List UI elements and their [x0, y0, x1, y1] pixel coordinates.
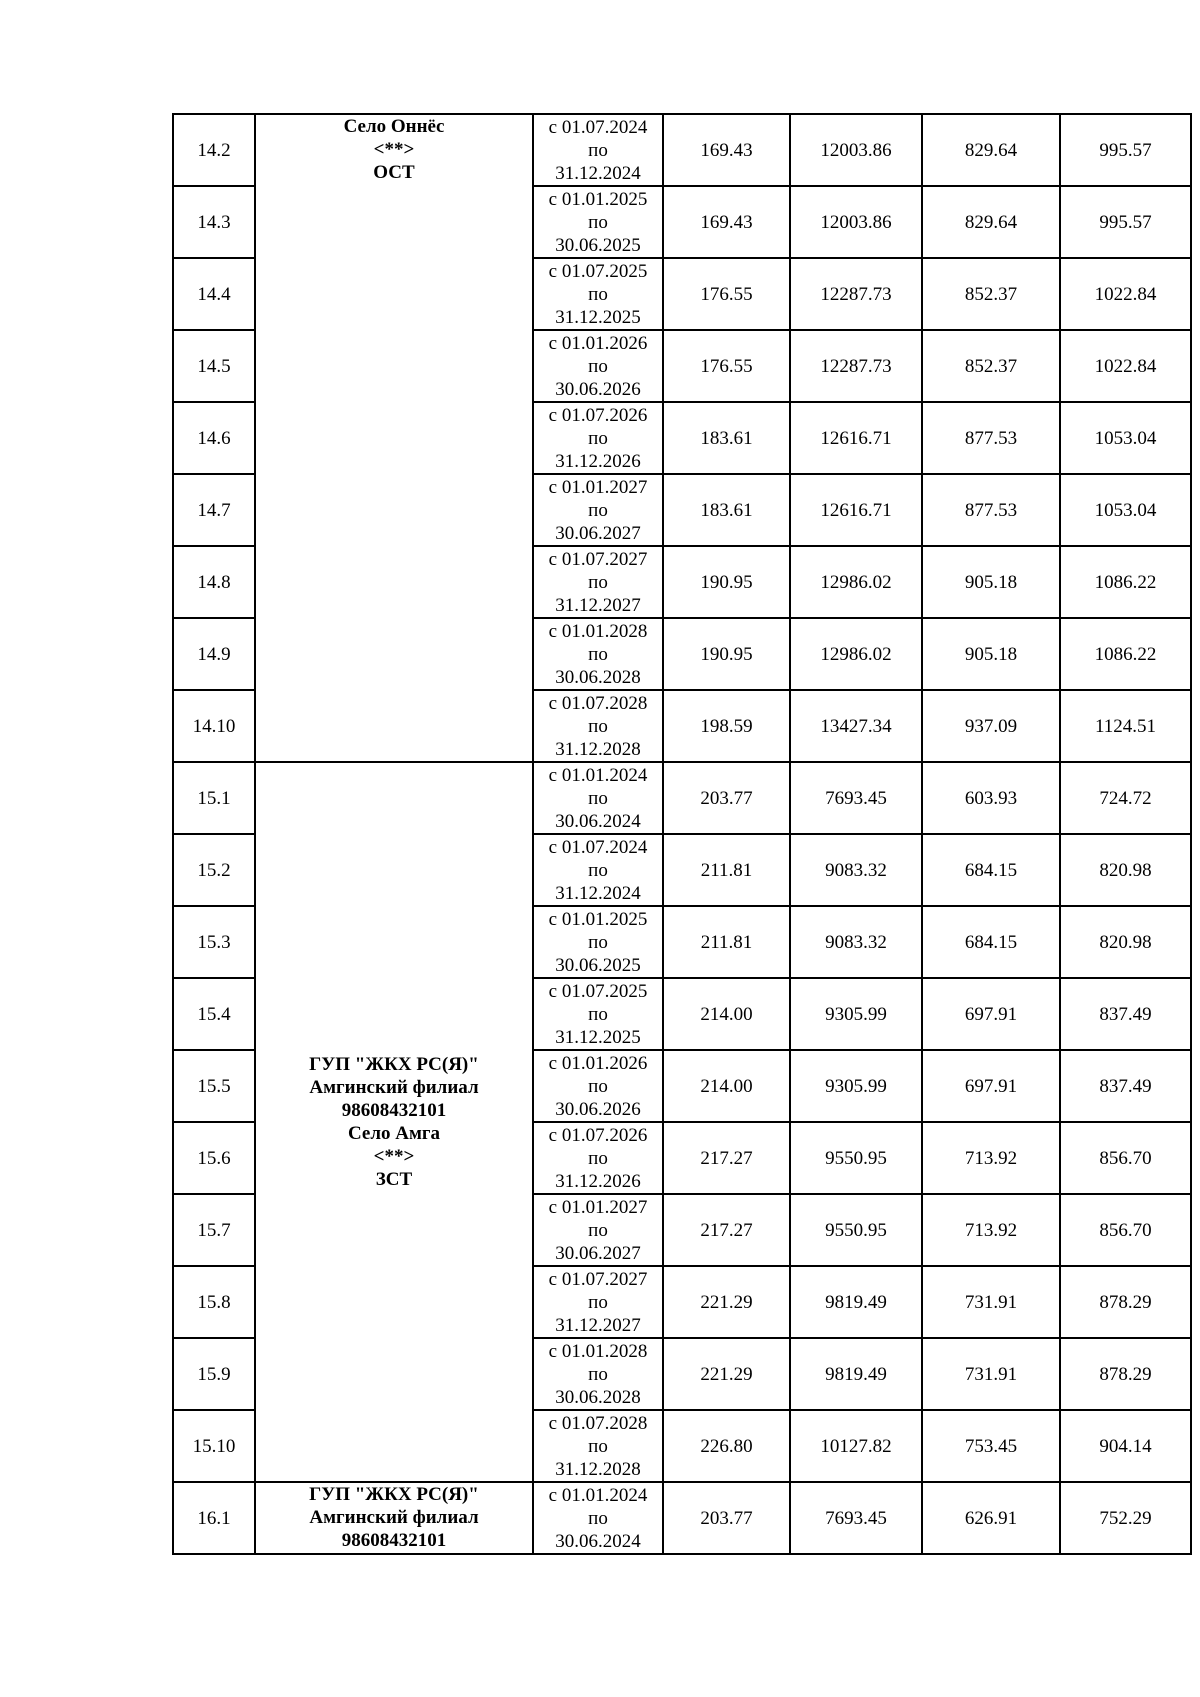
row-number-cell: 14.3: [173, 186, 255, 258]
value-cell-1: 226.80: [663, 1410, 790, 1482]
value-cell-4: 1086.22: [1060, 618, 1191, 690]
period-cell: [533, 1050, 663, 1122]
value-cell-1: 211.81: [663, 834, 790, 906]
value-cell-1: 169.43: [663, 186, 790, 258]
row-number-cell: 16.1: [173, 1482, 255, 1554]
value-cell-2: 12986.02: [790, 618, 922, 690]
value-cell-4: 1124.51: [1060, 690, 1191, 762]
period-line: по: [588, 715, 608, 737]
period-line: по: [588, 1291, 608, 1313]
period-line: 31.12.2025: [555, 306, 641, 328]
period-cell: [533, 330, 663, 402]
row-number-cell: 15.6: [173, 1122, 255, 1194]
value-cell-4: 1022.84: [1060, 258, 1191, 330]
value-cell-2: 12287.73: [790, 258, 922, 330]
value-cell-4: 837.49: [1060, 1050, 1191, 1122]
value-cell-4: 820.98: [1060, 906, 1191, 978]
organization-label-line: <**>: [373, 1146, 415, 1167]
value-cell-1: 217.27: [663, 1122, 790, 1194]
period-line: с 01.01.2024: [548, 1484, 648, 1506]
period-line: 31.12.2024: [555, 162, 641, 184]
value-cell-2: 7693.45: [790, 1482, 922, 1554]
period-line: 31.12.2027: [555, 1314, 641, 1336]
value-cell-1: 190.95: [663, 618, 790, 690]
value-cell-1: 214.00: [663, 978, 790, 1050]
value-cell-2: 12616.71: [790, 402, 922, 474]
period-line: по: [588, 571, 608, 593]
organization-label-line: Амгинский филиал: [309, 1507, 479, 1528]
period-line: с 01.01.2026: [548, 332, 648, 354]
row-number-cell: 14.2: [173, 114, 255, 186]
value-cell-3: 713.92: [922, 1194, 1060, 1266]
organization-label-line: ЗСТ: [375, 1169, 413, 1190]
value-cell-3: 937.09: [922, 690, 1060, 762]
tariff-table: [172, 113, 1192, 1555]
value-cell-3: 829.64: [922, 114, 1060, 186]
row-number-cell: 15.7: [173, 1194, 255, 1266]
value-cell-3: 852.37: [922, 330, 1060, 402]
value-cell-2: 9305.99: [790, 978, 922, 1050]
value-cell-3: 713.92: [922, 1122, 1060, 1194]
period-line: 30.06.2024: [555, 810, 641, 832]
period-line: по: [588, 355, 608, 377]
value-cell-1: 221.29: [663, 1338, 790, 1410]
organization-label-line: Село Оннёс: [343, 116, 445, 137]
period-line: по: [588, 1075, 608, 1097]
value-cell-2: 13427.34: [790, 690, 922, 762]
organization-label-line: ГУП "ЖКХ РС(Я)": [309, 1484, 479, 1505]
period-line: 30.06.2027: [555, 1242, 641, 1264]
value-cell-2: 12616.71: [790, 474, 922, 546]
period-line: 30.06.2025: [555, 234, 641, 256]
value-cell-4: 837.49: [1060, 978, 1191, 1050]
period-line: с 01.07.2027: [548, 548, 648, 570]
period-line: по: [588, 787, 608, 809]
row-number-cell: 15.2: [173, 834, 255, 906]
period-line: 30.06.2028: [555, 1386, 641, 1408]
value-cell-3: 877.53: [922, 474, 1060, 546]
table-row: [173, 114, 1191, 186]
value-cell-1: 176.55: [663, 330, 790, 402]
value-cell-1: 203.77: [663, 762, 790, 834]
value-cell-2: 9083.32: [790, 834, 922, 906]
value-cell-2: 7693.45: [790, 762, 922, 834]
value-cell-4: 878.29: [1060, 1266, 1191, 1338]
value-cell-4: 995.57: [1060, 114, 1191, 186]
period-line: 31.12.2028: [555, 738, 641, 760]
period-line: 31.12.2027: [555, 594, 641, 616]
period-cell: [533, 1482, 663, 1554]
period-line: по: [588, 1363, 608, 1385]
period-line: с 01.01.2028: [548, 620, 648, 642]
organization-cell: [255, 1482, 533, 1554]
period-line: с 01.01.2025: [548, 908, 648, 930]
period-line: с 01.01.2027: [548, 476, 648, 498]
period-line: по: [588, 1147, 608, 1169]
period-line: по: [588, 931, 608, 953]
period-line: с 01.01.2028: [548, 1340, 648, 1362]
organization-label-line: ОСТ: [373, 162, 415, 183]
period-cell: [533, 1410, 663, 1482]
row-number-cell: 14.8: [173, 546, 255, 618]
value-cell-4: 904.14: [1060, 1410, 1191, 1482]
period-cell: [533, 978, 663, 1050]
organization-label-line: Амгинский филиал: [309, 1077, 479, 1098]
value-cell-3: 877.53: [922, 402, 1060, 474]
period-cell: [533, 1338, 663, 1410]
period-cell: [533, 762, 663, 834]
value-cell-3: 697.91: [922, 1050, 1060, 1122]
value-cell-3: 731.91: [922, 1266, 1060, 1338]
value-cell-4: 1053.04: [1060, 474, 1191, 546]
row-number-cell: 14.9: [173, 618, 255, 690]
row-number-cell: 14.4: [173, 258, 255, 330]
period-line: с 01.01.2027: [548, 1196, 648, 1218]
period-line: по: [588, 427, 608, 449]
period-line: с 01.07.2026: [548, 1124, 648, 1146]
value-cell-1: 214.00: [663, 1050, 790, 1122]
value-cell-3: 731.91: [922, 1338, 1060, 1410]
value-cell-3: 684.15: [922, 906, 1060, 978]
period-line: с 01.07.2024: [548, 836, 648, 858]
organization-label-line: 98608432101: [341, 1100, 447, 1121]
value-cell-1: 221.29: [663, 1266, 790, 1338]
period-line: 30.06.2024: [555, 1530, 641, 1552]
row-number-cell: 15.9: [173, 1338, 255, 1410]
value-cell-2: 12287.73: [790, 330, 922, 402]
period-cell: [533, 258, 663, 330]
period-line: по: [588, 1003, 608, 1025]
period-line: 30.06.2028: [555, 666, 641, 688]
value-cell-1: 198.59: [663, 690, 790, 762]
period-cell: [533, 546, 663, 618]
value-cell-1: 190.95: [663, 546, 790, 618]
value-cell-3: 603.93: [922, 762, 1060, 834]
value-cell-3: 905.18: [922, 546, 1060, 618]
value-cell-2: 12986.02: [790, 546, 922, 618]
value-cell-2: 9819.49: [790, 1338, 922, 1410]
period-cell: [533, 618, 663, 690]
period-line: по: [588, 1219, 608, 1241]
value-cell-4: 856.70: [1060, 1194, 1191, 1266]
period-line: 30.06.2026: [555, 378, 641, 400]
value-cell-2: 9550.95: [790, 1194, 922, 1266]
row-number-cell: 15.1: [173, 762, 255, 834]
period-cell: [533, 1266, 663, 1338]
period-line: с 01.01.2024: [548, 764, 648, 786]
row-number-cell: 14.10: [173, 690, 255, 762]
value-cell-2: 10127.82: [790, 1410, 922, 1482]
period-line: с 01.07.2026: [548, 404, 648, 426]
period-line: с 01.07.2025: [548, 980, 648, 1002]
period-cell: [533, 186, 663, 258]
organization-cell: [255, 114, 533, 762]
value-cell-1: 211.81: [663, 906, 790, 978]
organization-label-line: <**>: [373, 139, 415, 160]
value-cell-3: 626.91: [922, 1482, 1060, 1554]
period-cell: [533, 834, 663, 906]
value-cell-4: 724.72: [1060, 762, 1191, 834]
period-cell: [533, 474, 663, 546]
value-cell-1: 176.55: [663, 258, 790, 330]
period-line: 31.12.2026: [555, 1170, 641, 1192]
value-cell-4: 1086.22: [1060, 546, 1191, 618]
value-cell-1: 183.61: [663, 402, 790, 474]
period-line: 31.12.2026: [555, 450, 641, 472]
period-line: по: [588, 211, 608, 233]
row-number-cell: 15.4: [173, 978, 255, 1050]
period-line: с 01.07.2028: [548, 692, 648, 714]
value-cell-2: 12003.86: [790, 186, 922, 258]
value-cell-3: 829.64: [922, 186, 1060, 258]
value-cell-2: 9819.49: [790, 1266, 922, 1338]
period-cell: [533, 906, 663, 978]
value-cell-2: 12003.86: [790, 114, 922, 186]
row-number-cell: 14.5: [173, 330, 255, 402]
period-line: по: [588, 859, 608, 881]
period-line: 31.12.2024: [555, 882, 641, 904]
period-line: по: [588, 499, 608, 521]
value-cell-4: 878.29: [1060, 1338, 1191, 1410]
period-line: по: [588, 283, 608, 305]
period-line: с 01.01.2026: [548, 1052, 648, 1074]
organization-label-line: 98608432101: [341, 1530, 447, 1551]
value-cell-4: 1022.84: [1060, 330, 1191, 402]
value-cell-1: 183.61: [663, 474, 790, 546]
period-line: по: [588, 1435, 608, 1457]
value-cell-2: 9550.95: [790, 1122, 922, 1194]
period-line: 30.06.2027: [555, 522, 641, 544]
period-line: 30.06.2025: [555, 954, 641, 976]
period-line: 31.12.2028: [555, 1458, 641, 1480]
period-line: 31.12.2025: [555, 1026, 641, 1048]
period-line: с 01.01.2025: [548, 188, 648, 210]
row-number-cell: 15.5: [173, 1050, 255, 1122]
value-cell-4: 752.29: [1060, 1482, 1191, 1554]
period-cell: [533, 1122, 663, 1194]
period-line: по: [588, 1507, 608, 1529]
organization-label-line: Село Амга: [347, 1123, 441, 1144]
period-cell: [533, 114, 663, 186]
value-cell-1: 169.43: [663, 114, 790, 186]
organization-label-line: ГУП "ЖКХ РС(Я)": [309, 1054, 479, 1075]
period-cell: [533, 690, 663, 762]
row-number-cell: 14.6: [173, 402, 255, 474]
period-line: с 01.07.2027: [548, 1268, 648, 1290]
table-row: [173, 762, 1191, 834]
value-cell-4: 995.57: [1060, 186, 1191, 258]
value-cell-3: 753.45: [922, 1410, 1060, 1482]
value-cell-2: 9305.99: [790, 1050, 922, 1122]
value-cell-1: 203.77: [663, 1482, 790, 1554]
value-cell-3: 852.37: [922, 258, 1060, 330]
row-number-cell: 14.7: [173, 474, 255, 546]
value-cell-3: 684.15: [922, 834, 1060, 906]
period-line: с 01.07.2025: [548, 260, 648, 282]
value-cell-4: 1053.04: [1060, 402, 1191, 474]
row-number-cell: 15.10: [173, 1410, 255, 1482]
row-number-cell: 15.3: [173, 906, 255, 978]
value-cell-1: 217.27: [663, 1194, 790, 1266]
value-cell-4: 820.98: [1060, 834, 1191, 906]
value-cell-3: 697.91: [922, 978, 1060, 1050]
tariff-table-body: [173, 114, 1191, 1554]
period-line: с 01.07.2024: [548, 116, 648, 138]
row-number-cell: 15.8: [173, 1266, 255, 1338]
period-line: по: [588, 643, 608, 665]
period-line: 30.06.2026: [555, 1098, 641, 1120]
period-line: по: [588, 139, 608, 161]
organization-cell: [255, 762, 533, 1482]
period-line: с 01.07.2028: [548, 1412, 648, 1434]
table-row: [173, 1482, 1191, 1554]
period-cell: [533, 1194, 663, 1266]
period-cell: [533, 402, 663, 474]
value-cell-4: 856.70: [1060, 1122, 1191, 1194]
value-cell-2: 9083.32: [790, 906, 922, 978]
value-cell-3: 905.18: [922, 618, 1060, 690]
